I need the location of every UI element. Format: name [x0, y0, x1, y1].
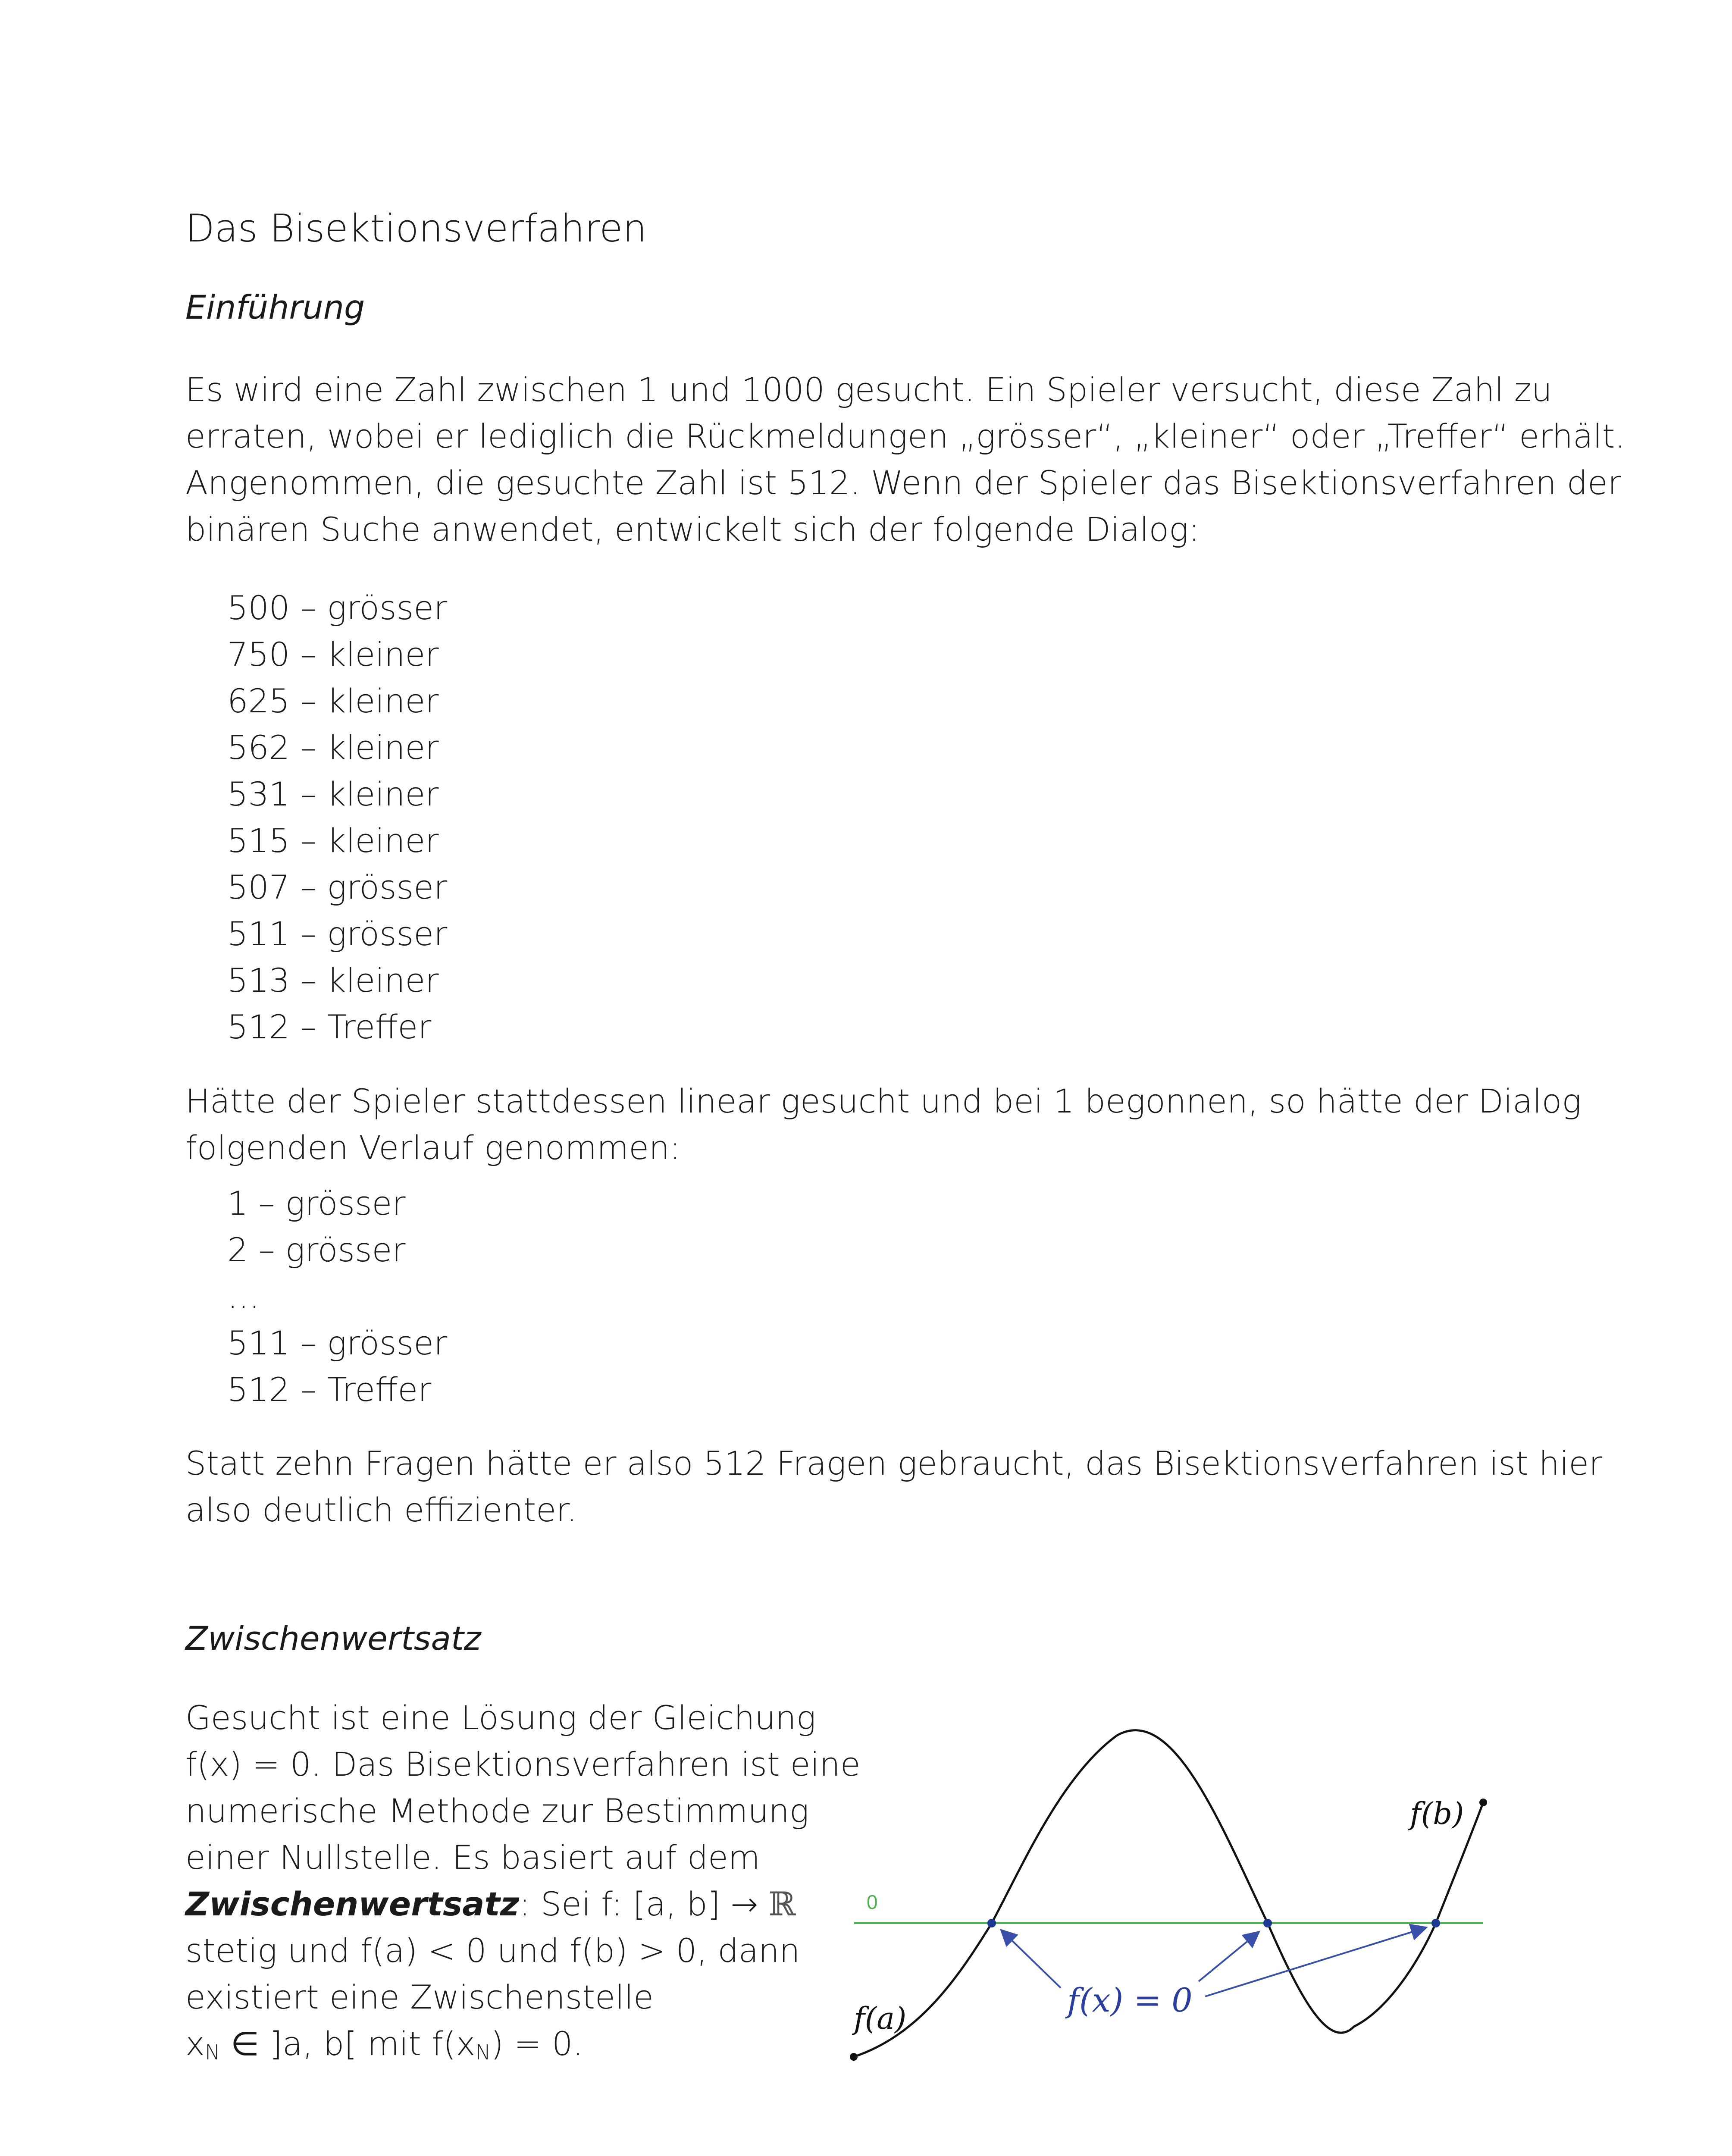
text-fragment: ∈ ]a, b[ mit f(x — [220, 2024, 476, 2063]
list-item: 1 – grösser — [227, 1184, 406, 1222]
fb-label: f(b) — [1410, 1796, 1464, 1831]
intermediate-value-figure — [832, 1716, 1505, 2096]
theorem-text: : Sei f: [a, b] → — [519, 1885, 769, 1923]
list-item: 750 – kleiner — [227, 635, 439, 674]
text-line: erraten, wobei er lediglich die Rückmeldungen „grösser“, „kleiner“ oder „Treffer“ erhält. — [185, 417, 1626, 455]
subscript: N — [204, 2040, 220, 2065]
text-line: einer Nullstelle. Es basiert auf dem — [185, 1838, 760, 1877]
text-fragment: x — [185, 2024, 205, 2063]
text-fragment: ) = 0. — [491, 2024, 583, 2063]
list-item: 513 – kleiner — [227, 961, 439, 1000]
conclusion-paragraph — [185, 1440, 1602, 1533]
arrow — [1001, 1930, 1061, 1988]
text-line: Hätte der Spieler stattdessen linear gesucht und bei 1 begonnen, so hätte der Dialog — [185, 1082, 1582, 1120]
section-heading-einfuehrung: Einführung — [185, 288, 365, 326]
bisection-dialog-list — [227, 585, 447, 1050]
page-title: Das Bisektionsverfahren — [185, 206, 647, 251]
reals-symbol: ℝ — [768, 1885, 796, 1923]
root-point — [987, 1919, 996, 1927]
intro-paragraph — [185, 367, 1626, 553]
theorem-statement-line — [185, 1881, 802, 1927]
list-item: 500 – grösser — [227, 589, 448, 627]
list-item: 512 – Treffer — [227, 1370, 432, 1409]
theorem-paragraph — [185, 1695, 861, 2076]
fa-label: f(a) — [854, 2001, 907, 2036]
text-line: Angenommen, die gesuchte Zahl ist 512. Wenn der Spieler das Bisektionsverfahren der — [185, 464, 1622, 502]
linear-dialog-list — [227, 1180, 447, 1413]
section-heading-zwischenwertsatz: Zwischenwertsatz — [185, 1619, 481, 1658]
list-item: … — [227, 1277, 260, 1316]
root-point — [1431, 1919, 1440, 1927]
theorem-term: Zwischenwertsatz — [185, 1885, 520, 1923]
text-line: stetig und f(a) < 0 und f(b) > 0, dann — [185, 1931, 800, 1970]
arrow — [1205, 1927, 1426, 1996]
fa-point — [850, 2053, 858, 2061]
text-line: folgenden Verlauf genommen: — [185, 1128, 681, 1167]
list-item: 511 – grösser — [227, 1324, 448, 1362]
text-line: also deutlich effizienter. — [185, 1491, 577, 1529]
text-line: Statt zehn Fragen hätte er also 512 Fragen gebraucht, das Bisektionsverfahren ist hier — [185, 1444, 1603, 1482]
list-item: 511 – grösser — [227, 915, 448, 953]
list-item: 507 – grösser — [227, 868, 448, 906]
root-label: f(x) = 0 — [1067, 1981, 1193, 2019]
text-line: existiert eine Zwischenstelle — [185, 1978, 654, 2016]
theorem-conclusion-line — [185, 2021, 802, 2076]
zero-label: 0 — [867, 1891, 878, 1913]
list-item: 625 – kleiner — [227, 682, 439, 720]
list-item: 531 – kleiner — [227, 775, 439, 813]
text-line: numerische Methode zur Bestimmung — [185, 1792, 809, 1830]
arrow — [1199, 1932, 1259, 1981]
list-item: 562 – kleiner — [227, 728, 439, 767]
text-line: binären Suche anwendet, entwickelt sich der folgende Dialog: — [185, 510, 1200, 548]
list-item: 512 – Treffer — [227, 1008, 432, 1046]
list-item: 515 – kleiner — [227, 821, 439, 860]
text-line: Gesucht ist eine Lösung der Gleichung — [185, 1698, 816, 1737]
fb-point — [1479, 1799, 1487, 1806]
linear-intro-paragraph — [185, 1078, 1582, 1171]
text-line: Es wird eine Zahl zwischen 1 und 1000 gesucht. Ein Spieler versucht, diese Zahl zu — [185, 370, 1552, 409]
subscript: N — [475, 2040, 491, 2065]
list-item: 2 – grösser — [227, 1231, 406, 1269]
root-point — [1263, 1919, 1272, 1927]
text-line: f(x) = 0. Das Bisektionsverfahren ist eine — [185, 1745, 861, 1783]
